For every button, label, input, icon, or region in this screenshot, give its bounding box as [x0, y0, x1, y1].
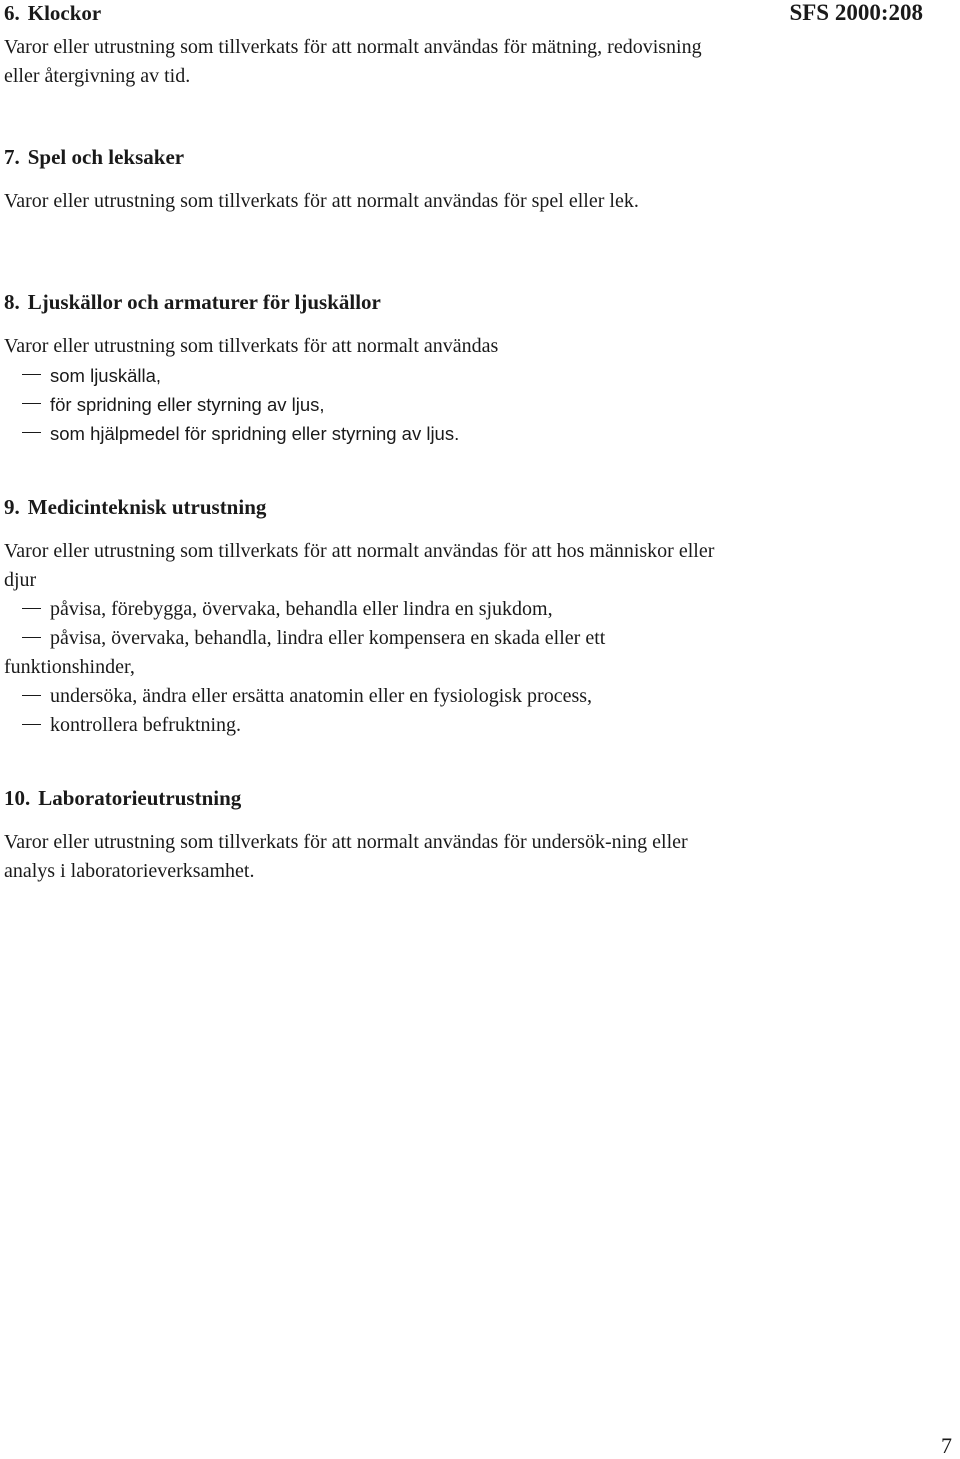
list-item	[4, 624, 740, 682]
item-list	[4, 595, 740, 740]
list-item	[4, 361, 740, 390]
section-heading	[4, 494, 740, 520]
list-item-text: påvisa, övervaka, behandla, lindra eller kompensera en skada eller ett	[50, 627, 606, 649]
list-item-continuation: funktionshinder,	[4, 656, 135, 678]
section-10	[4, 785, 740, 886]
list-item-text: för spridning eller styrning av ljus,	[50, 394, 325, 415]
dash-bullet	[22, 724, 41, 725]
section-title: Medicinteknisk utrustning	[27, 495, 267, 519]
section-title: Ljuskällor och armaturer för ljuskällor	[27, 290, 381, 314]
list-item-text: påvisa, förebygga, övervaka, behandla eller lindra en sjukdom,	[50, 598, 553, 620]
dash-bullet	[22, 432, 41, 433]
section-body: Varor eller utrustning som tillverkats för att normalt användas för mätning, redovisning eller återgivning av tid.	[4, 36, 702, 87]
section-heading	[4, 0, 740, 26]
list-item	[4, 419, 740, 448]
section-heading	[4, 785, 740, 811]
list-item	[4, 595, 740, 624]
dash-bullet	[22, 608, 41, 609]
item-list	[4, 361, 740, 448]
list-item	[4, 682, 740, 711]
section-title: Spel och leksaker	[27, 145, 185, 169]
list-item	[4, 390, 740, 419]
list-item-text: kontrollera befruktning.	[50, 714, 242, 736]
section-7	[4, 144, 740, 216]
section-number: 7.	[4, 145, 20, 169]
section-number: 10.	[4, 786, 31, 810]
section-body: Varor eller utrustning som tillverkats för att normalt användas för att hos människor eller djur	[4, 540, 715, 591]
section-6	[4, 0, 740, 91]
document-code: SFS 2000:208	[789, 0, 923, 25]
dash-bullet	[22, 637, 41, 638]
section-9	[4, 494, 740, 740]
section-body: Varor eller utrustning som tillverkats för att normalt användas	[4, 335, 499, 357]
section-title: Klockor	[27, 1, 102, 25]
list-item	[4, 711, 740, 740]
section-8	[4, 289, 740, 448]
section-title: Laboratorieutrustning	[38, 786, 242, 810]
page-number: 7	[941, 1433, 952, 1458]
dash-bullet	[22, 695, 41, 696]
section-number: 9.	[4, 495, 20, 519]
dash-bullet	[22, 374, 41, 375]
list-item-text: som ljuskälla,	[50, 365, 162, 386]
section-number: 6.	[4, 1, 20, 25]
section-body: Varor eller utrustning som tillverkats för att normalt användas för spel eller lek.	[4, 190, 639, 212]
list-item-text: som hjälpmedel för spridning eller styrning av ljus.	[50, 423, 460, 444]
section-heading	[4, 289, 740, 315]
section-number: 8.	[4, 290, 20, 314]
section-body: Varor eller utrustning som tillverkats för att normalt användas för undersök-ning eller analys i laboratorieverksamhet.	[4, 831, 688, 882]
section-heading	[4, 144, 740, 170]
dash-bullet	[22, 403, 41, 404]
list-item-text: undersöka, ändra eller ersätta anatomin eller en fysiologisk process,	[50, 685, 593, 707]
